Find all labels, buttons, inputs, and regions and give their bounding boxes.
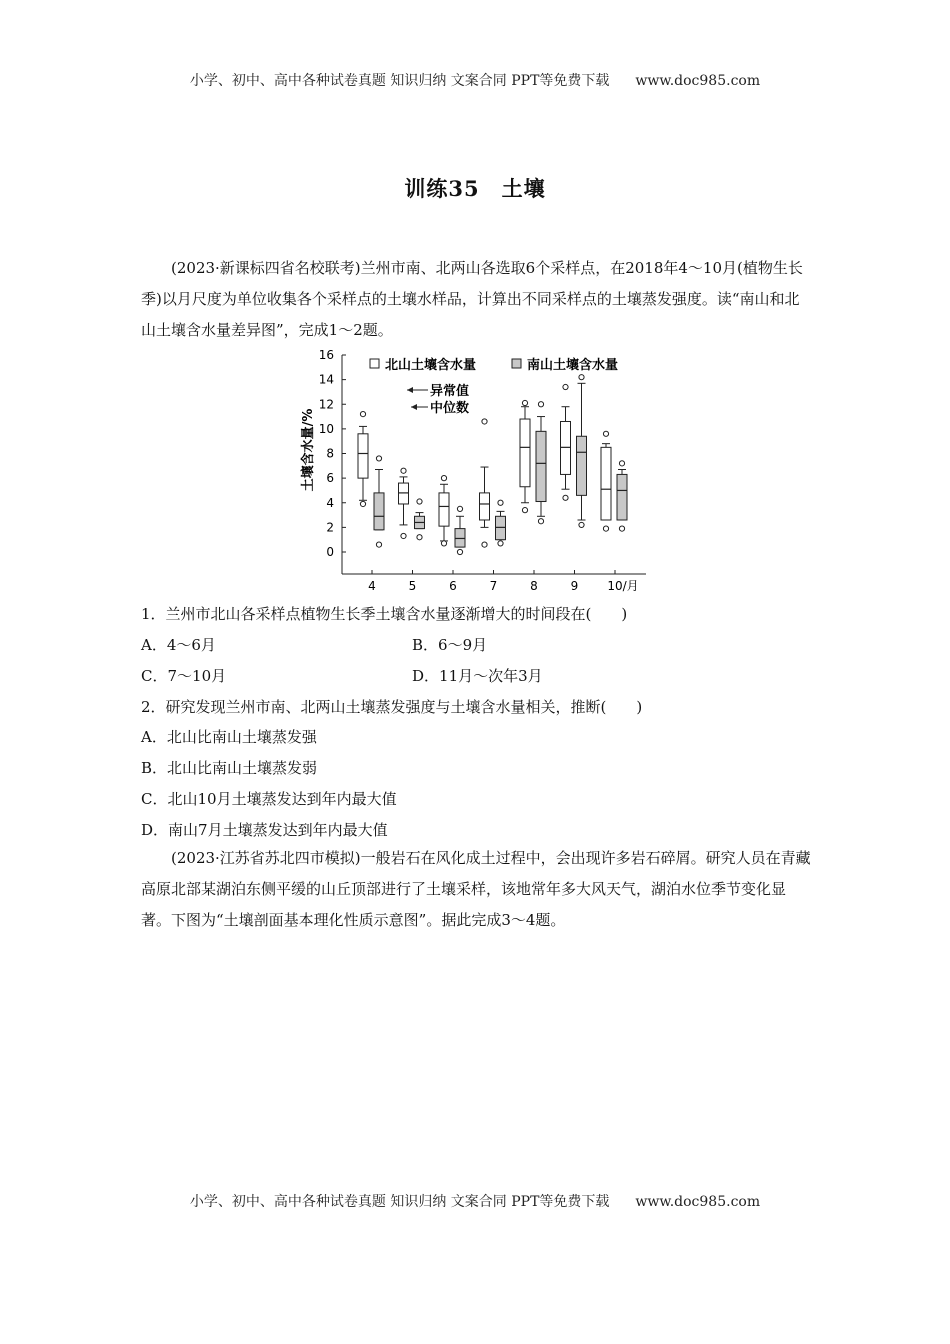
annotation-outlier-arrowhead <box>407 387 413 393</box>
x-tick-label: 10/月 <box>607 579 639 593</box>
footer-site: www.doc985.com <box>635 1194 761 1210</box>
y-tick-label: 2 <box>326 520 334 535</box>
outlier-point <box>522 400 527 405</box>
outlier-point <box>538 519 543 524</box>
legend-label-south: 南山土壤含水量 <box>527 358 619 373</box>
box-south-8 <box>536 402 546 524</box>
outlier-point <box>522 508 527 513</box>
footer-text: 小学、初中、高中各种试卷真题 知识归纳 文案合同 PPT等免费下载 <box>189 1194 610 1210</box>
page-footer <box>0 1191 950 1211</box>
header-site: www.doc985.com <box>635 73 761 89</box>
box-north-4 <box>358 412 368 507</box>
legend-swatch-north <box>370 359 379 368</box>
box-north-8 <box>520 400 530 512</box>
outlier-point <box>457 549 462 554</box>
box-south-5 <box>415 499 425 540</box>
outlier-point <box>563 495 568 500</box>
x-tick-label: 5 <box>408 579 417 593</box>
annotation-median-arrowhead <box>411 404 417 410</box>
y-tick-label: 6 <box>326 471 334 486</box>
outlier-point <box>563 384 568 389</box>
box-groups <box>358 375 627 555</box>
box-north-6 <box>439 476 449 546</box>
outlier-point <box>441 541 446 546</box>
outlier-point <box>603 526 608 531</box>
x-tick-label: 7 <box>489 579 498 593</box>
box-iqr <box>496 516 506 539</box>
box-iqr <box>561 421 571 474</box>
box-north-5 <box>399 468 409 538</box>
y-tick-label: 4 <box>326 495 334 510</box>
chart-axes <box>342 355 646 574</box>
x-ticks <box>368 570 638 593</box>
outlier-point <box>579 522 584 527</box>
box-south-9 <box>577 375 587 528</box>
outlier-point <box>482 419 487 424</box>
y-tick-label: 12 <box>318 397 334 412</box>
y-tick-label: 16 <box>318 348 334 362</box>
q1-option-a: A．4～6月 <box>141 636 216 654</box>
q1-stem: 1．兰州市北山各采样点植物生长季土壤含水量逐渐增大的时间段在( ) <box>141 605 628 623</box>
outlier-point <box>401 468 406 473</box>
box-south-4 <box>374 456 384 547</box>
y-tick-label: 0 <box>326 545 334 559</box>
box-north-7 <box>480 419 490 547</box>
box-south-10 <box>617 461 627 531</box>
box-iqr <box>520 419 530 487</box>
q2-option-a: A．北山比南山土壤蒸发强 <box>141 728 317 746</box>
box-north-9 <box>561 384 571 500</box>
outlier-point <box>376 542 381 547</box>
outlier-point <box>417 535 422 540</box>
box-iqr <box>455 529 465 547</box>
box-iqr <box>536 431 546 501</box>
box-iqr <box>617 474 627 520</box>
x-tick-label: 4 <box>368 579 376 593</box>
q1-option-d: D．11月～次年3月 <box>412 667 543 685</box>
outlier-point <box>457 506 462 511</box>
box-iqr <box>374 493 384 530</box>
q1-option-b: B．6～9月 <box>412 636 488 654</box>
box-iqr <box>358 434 368 478</box>
outlier-point <box>482 542 487 547</box>
outlier-point <box>401 533 406 538</box>
box-south-7 <box>496 500 506 546</box>
annotation-median-label: 中位数 <box>430 401 470 416</box>
outlier-point <box>603 431 608 436</box>
legend-swatch-south <box>512 359 521 368</box>
q2-option-c: C．北山10月土壤蒸发达到年内最大值 <box>141 790 397 808</box>
y-tick-label: 8 <box>326 446 334 461</box>
x-tick-label: 6 <box>449 579 457 593</box>
outlier-point <box>619 461 624 466</box>
outlier-point <box>360 412 365 417</box>
box-iqr <box>577 436 587 495</box>
outlier-point <box>376 456 381 461</box>
outlier-point <box>417 499 422 504</box>
box-south-6 <box>455 506 465 554</box>
box-north-10 <box>601 431 611 531</box>
page-title: 训练35 土壤 <box>404 176 546 201</box>
intro-paragraph-1: (2023·新课标四省名校联考)兰州市南、北两山各选取6个采样点，在2018年4～10月(植物生长季)以月尺度为单位收集各个采样点的土壤水样品，计算出不同采样点的土壤蒸发强度。读“南山和北山土壤含水量差异图”，完成1～2题。 <box>141 259 803 339</box>
q2-stem: 2．研究发现兰州市南、北两山土壤蒸发强度与土壤含水量相关，推断( ) <box>141 698 643 716</box>
soil-moisture-boxplot <box>290 345 660 595</box>
page-header <box>0 70 950 90</box>
outlier-point <box>360 501 365 506</box>
annotation-outlier-label: 异常值 <box>430 384 470 399</box>
box-iqr <box>480 493 490 520</box>
legend-label-north: 北山土壤含水量 <box>385 358 477 373</box>
outlier-point <box>441 476 446 481</box>
outlier-point <box>579 375 584 380</box>
y-tick-label: 14 <box>318 372 334 387</box>
q2-option-d: D．南山7月土壤蒸发达到年内最大值 <box>141 821 388 839</box>
outlier-point <box>498 500 503 505</box>
q2-option-b: B．北山比南山土壤蒸发弱 <box>141 759 318 777</box>
header-text: 小学、初中、高中各种试卷真题 知识归纳 文案合同 PPT等免费下载 <box>189 73 610 89</box>
q1-option-c: C．7～10月 <box>141 667 227 685</box>
x-tick-label: 8 <box>530 579 538 593</box>
outlier-point <box>619 526 624 531</box>
intro-paragraph-2: (2023·江苏省苏北四市模拟)一般岩石在风化成土过程中，会出现许多岩石碎屑。研究人员在青藏高原北部某湖泊东侧平缓的山丘顶部进行了土壤采样，该地常年多大风天气，湖泊水位季节变化显著。下图为“土壤剖面基本理化性质示意图”。据此完成3～4题。 <box>141 849 811 929</box>
box-iqr <box>399 483 409 504</box>
outlier-point <box>498 541 503 546</box>
box-iqr <box>439 493 449 526</box>
x-tick-label: 9 <box>570 579 579 593</box>
y-axis-label: 土壤含水量/% <box>301 408 316 492</box>
outlier-point <box>538 402 543 407</box>
y-tick-label: 10 <box>318 421 334 436</box>
box-iqr <box>601 447 611 520</box>
